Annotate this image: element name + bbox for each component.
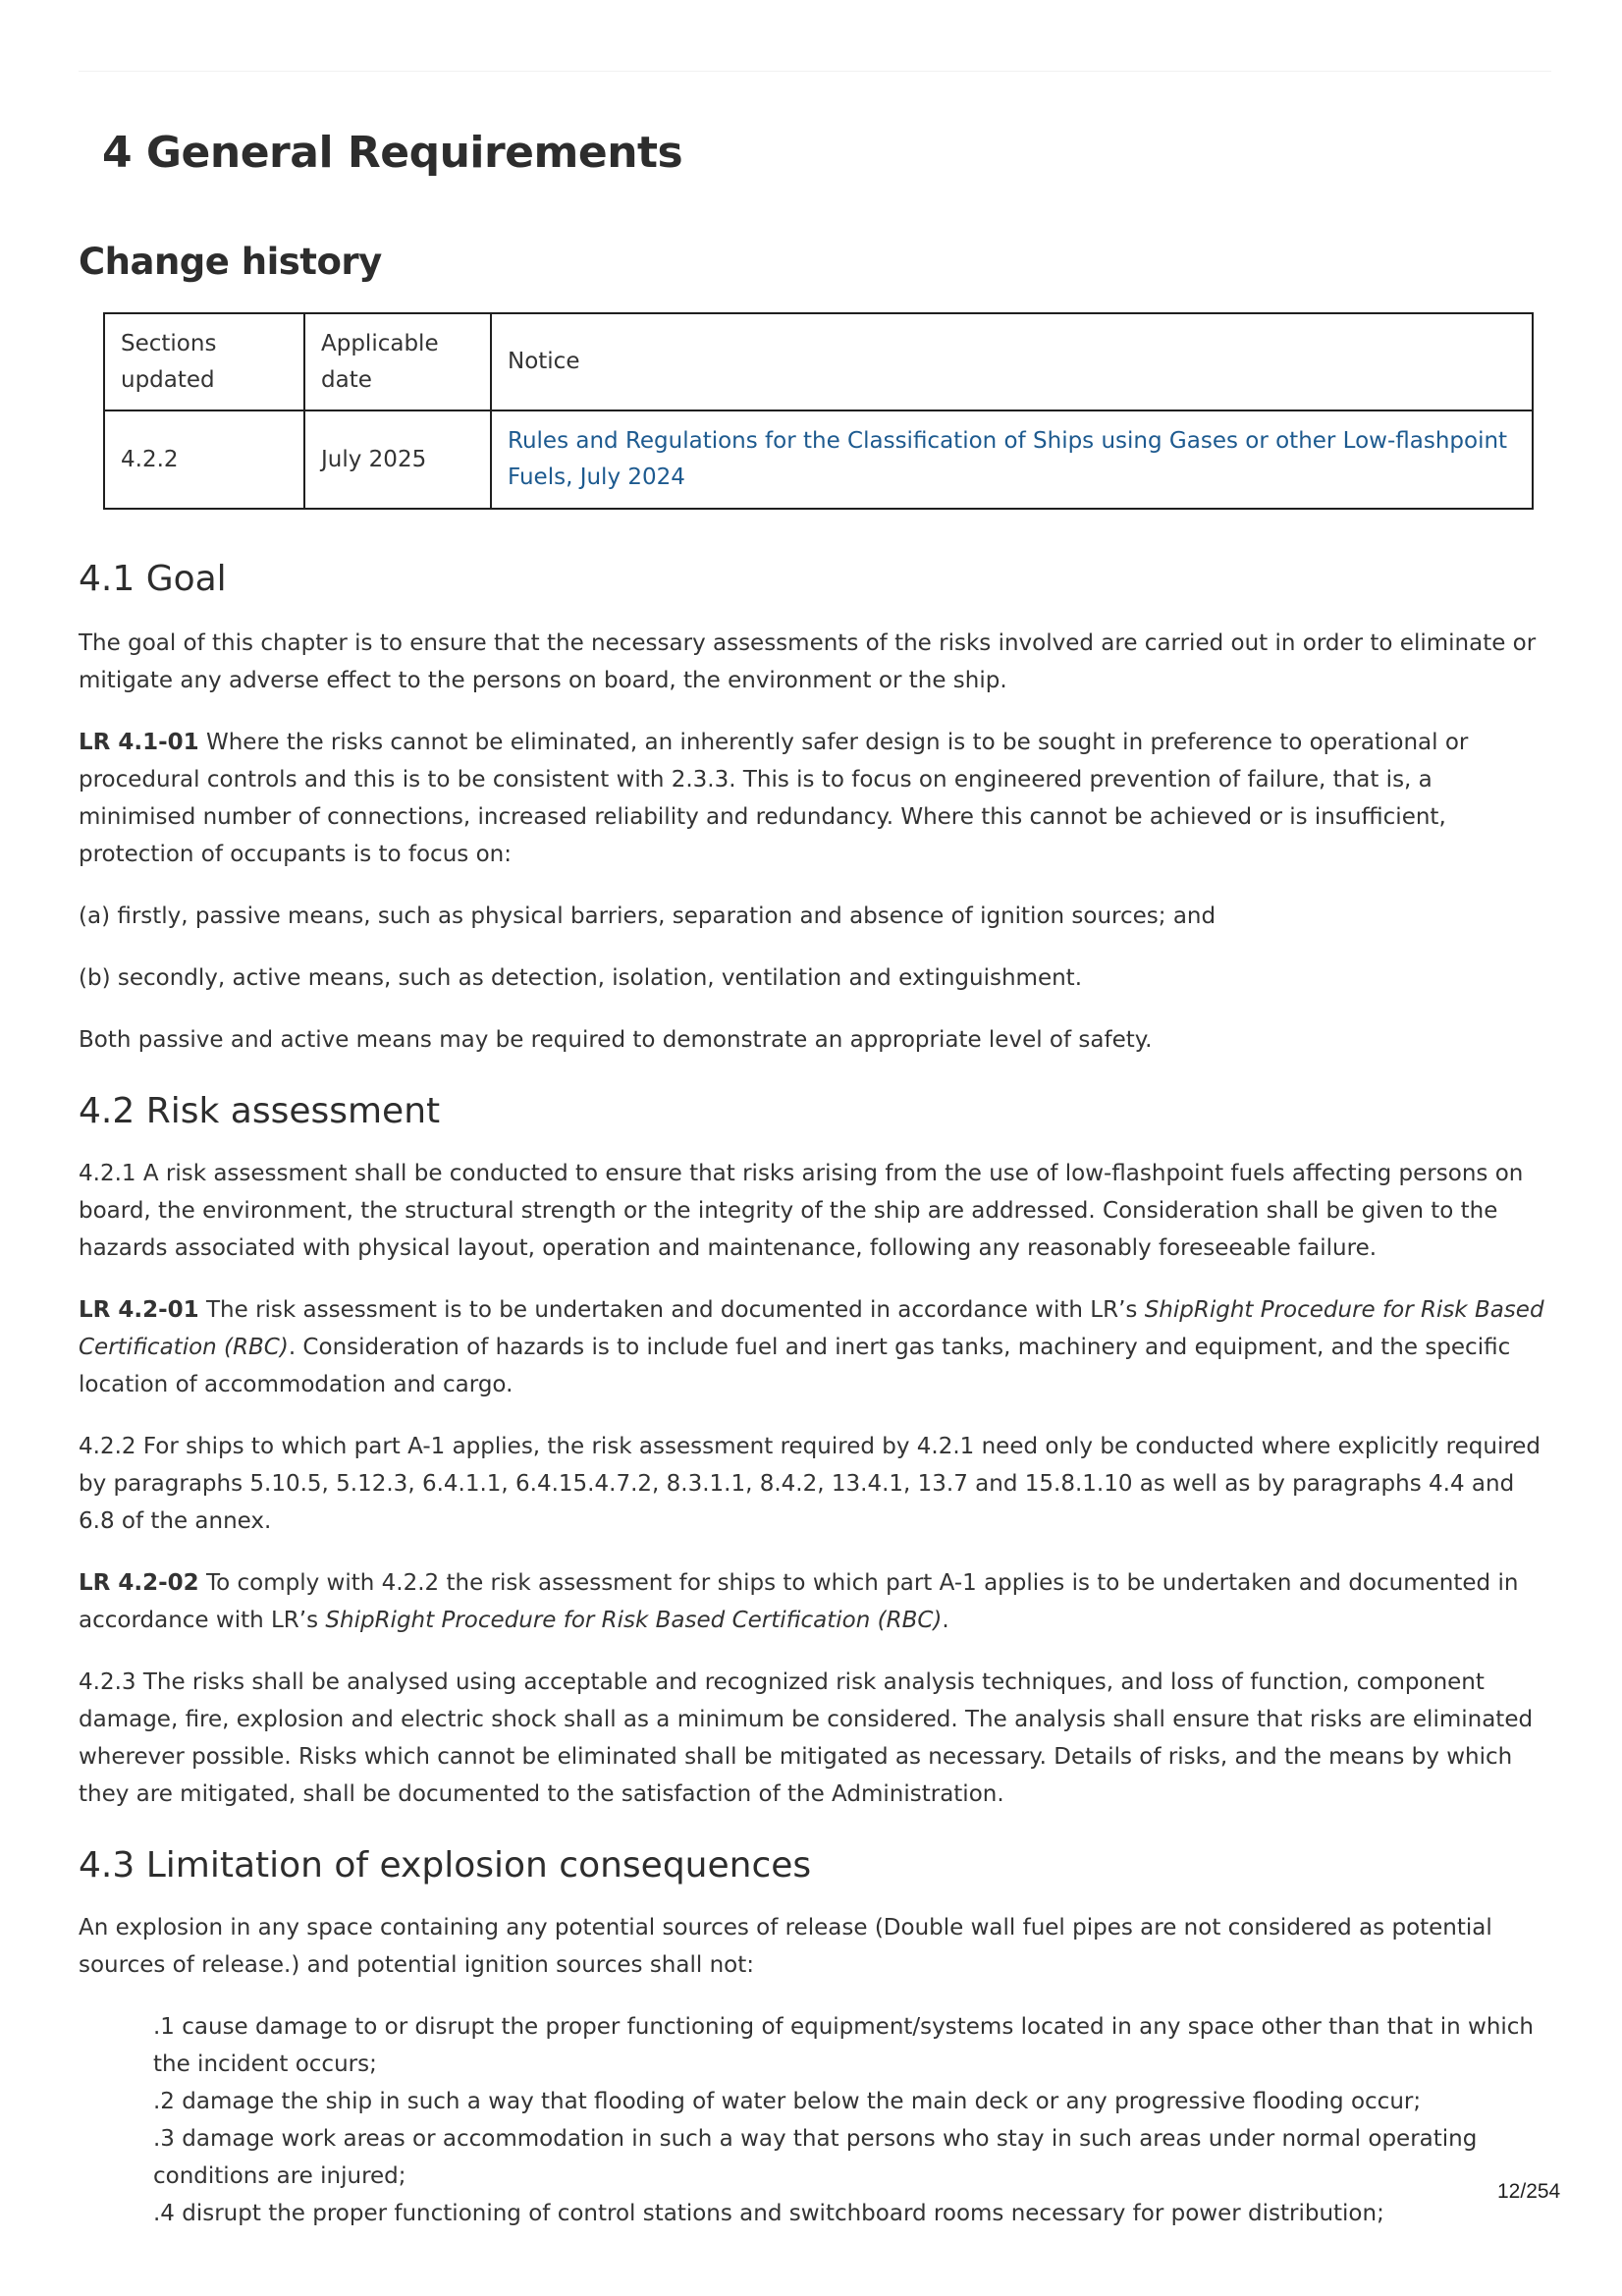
section-4-3-title: 4.3 Limitation of explosion consequences bbox=[79, 1845, 812, 1886]
top-rule bbox=[79, 71, 1551, 72]
table-header-row bbox=[104, 313, 1533, 410]
rbc-procedure-ref: ShipRight Procedure for Risk Based Certification (RBC) bbox=[79, 1297, 1544, 1360]
paragraph-4-2-3: 4.2.3 The risks shall be analysed using acceptable and recognized risk analysis techniques, and loss of function, component damage, fire, explosion and electric shock shall as a minimum be considered. The analysis shall ensure that risks are eliminated wherever possible. Risks which cannot be eliminated shall be mitigated as necessary. Details of risks, and the means by which they are mitigated, shall be documented to the satisfaction of the Administration. bbox=[79, 1669, 1534, 1807]
goal-paragraph: The goal of this chapter is to ensure that the necessary assessments of the risks involved are carried out in order to eliminate or mitigate any adverse effect to the persons on board, the environment or the ship. bbox=[79, 630, 1537, 693]
list-item: .3 damage work areas or accommodation in such a way that persons who stay in such areas under normal operating conditions are injured; bbox=[153, 2126, 1478, 2189]
list-item: .2 damage the ship in such a way that flooding of water below the main deck or any progressive flooding occur; bbox=[153, 2089, 1422, 2114]
table-row bbox=[104, 410, 1533, 509]
header-sections-updated: Sections updated bbox=[104, 313, 304, 410]
cell-section: 4.2.2 bbox=[104, 410, 304, 509]
explosion-consequence-list bbox=[153, 2008, 1551, 2232]
header-notice: Notice bbox=[491, 313, 1533, 410]
active-means-item: (b) secondly, active means, such as detection, isolation, ventilation and extinguishment. bbox=[79, 965, 1083, 991]
lr-4-2-02-paragraph bbox=[79, 1564, 1551, 1639]
lr-4-2-01-label: LR 4.2-01 bbox=[79, 1297, 199, 1323]
page-number: 12/254 bbox=[1497, 2180, 1561, 2203]
change-history-table bbox=[103, 312, 1534, 510]
section-4-2-title: 4.2 Risk assessment bbox=[79, 1091, 441, 1131]
change-history-heading: Change history bbox=[79, 241, 382, 283]
paragraph-4-2-2: 4.2.2 For ships to which part A-1 applies, the risk assessment required by 4.2.1 need only be conducted where explicitly required by paragraphs 5.10.5, 5.12.3, 6.4.1.1, 6.4.15.4.7.2, 8.3.1.1, 8.4.2, 13.4.1, 13.7 and 15.8.1.10 as well as by paragraphs 4.4 and 6.8 of the annex. bbox=[79, 1434, 1541, 1534]
lr-4-1-01-paragraph bbox=[79, 724, 1551, 873]
chapter-title: 4 General Requirements bbox=[102, 128, 683, 178]
cell-notice bbox=[491, 410, 1533, 509]
rbc-procedure-ref-2: ShipRight Procedure for Risk Based Certification (RBC) bbox=[325, 1608, 943, 1633]
cell-date: July 2025 bbox=[304, 410, 491, 509]
section-4-1-title: 4.1 Goal bbox=[79, 559, 227, 599]
list-item: .4 disrupt the proper functioning of control stations and switchboard rooms necessary for power distribution; bbox=[153, 2201, 1384, 2226]
notice-link[interactable]: Rules and Regulations for the Classification of Ships using Gases or other Low-flashpoint Fuels, July 2024 bbox=[508, 428, 1508, 490]
list-item: .1 cause damage to or disrupt the proper functioning of equipment/systems located in any space other than that in which the incident occurs; bbox=[153, 2014, 1535, 2077]
passive-means-item: (a) firstly, passive means, such as physical barriers, separation and absence of ignition sources; and bbox=[79, 903, 1216, 929]
lr-4-2-01-text-b: . Consideration of hazards is to include fuel and inert gas tanks, machinery and equipment, and the specific location of accommodation and cargo. bbox=[79, 1335, 1511, 1397]
main-content bbox=[79, 550, 1551, 2232]
both-means-paragraph: Both passive and active means may be required to demonstrate an appropriate level of safety. bbox=[79, 1027, 1153, 1053]
paragraph-4-2-1: 4.2.1 A risk assessment shall be conducted to ensure that risks arising from the use of low-flashpoint fuels affecting persons on board, the environment, the structural strength or the integrity of the ship are addressed. Consideration shall be given to the hazards associated with physical layout, operation and maintenance, following any reasonably foreseeable failure. bbox=[79, 1161, 1524, 1261]
lr-4-1-01-label: LR 4.1-01 bbox=[79, 730, 199, 755]
lr-4-2-02-label: LR 4.2-02 bbox=[79, 1570, 199, 1596]
lr-4-2-01-paragraph bbox=[79, 1291, 1551, 1403]
explosion-intro-paragraph: An explosion in any space containing any potential sources of release (Double wall fuel pipes are not considered as potential sources of release.) and potential ignition sources shall not: bbox=[79, 1915, 1492, 1978]
lr-4-1-01-text: Where the risks cannot be eliminated, an inherently safer design is to be sought in preference to operational or procedural controls and this is to be consistent with 2.3.3. This is to focus on engineered prevention of failure, that is, a minimised number of connections, increased reliability and redundancy. Where this cannot be achieved or is insufficient, protection of occupants is to focus on: bbox=[79, 730, 1469, 867]
lr-4-2-02-text-a: To comply with 4.2.2 the risk assessment for ships to which part A-1 applies is to be undertaken and documented in accordance with LR’s bbox=[79, 1570, 1519, 1633]
lr-4-2-01-text-a: The risk assessment is to be undertaken and documented in accordance with LR’s bbox=[198, 1297, 1145, 1323]
header-applicable-date: Applicable date bbox=[304, 313, 491, 410]
lr-4-2-02-text-b: . bbox=[942, 1608, 949, 1633]
